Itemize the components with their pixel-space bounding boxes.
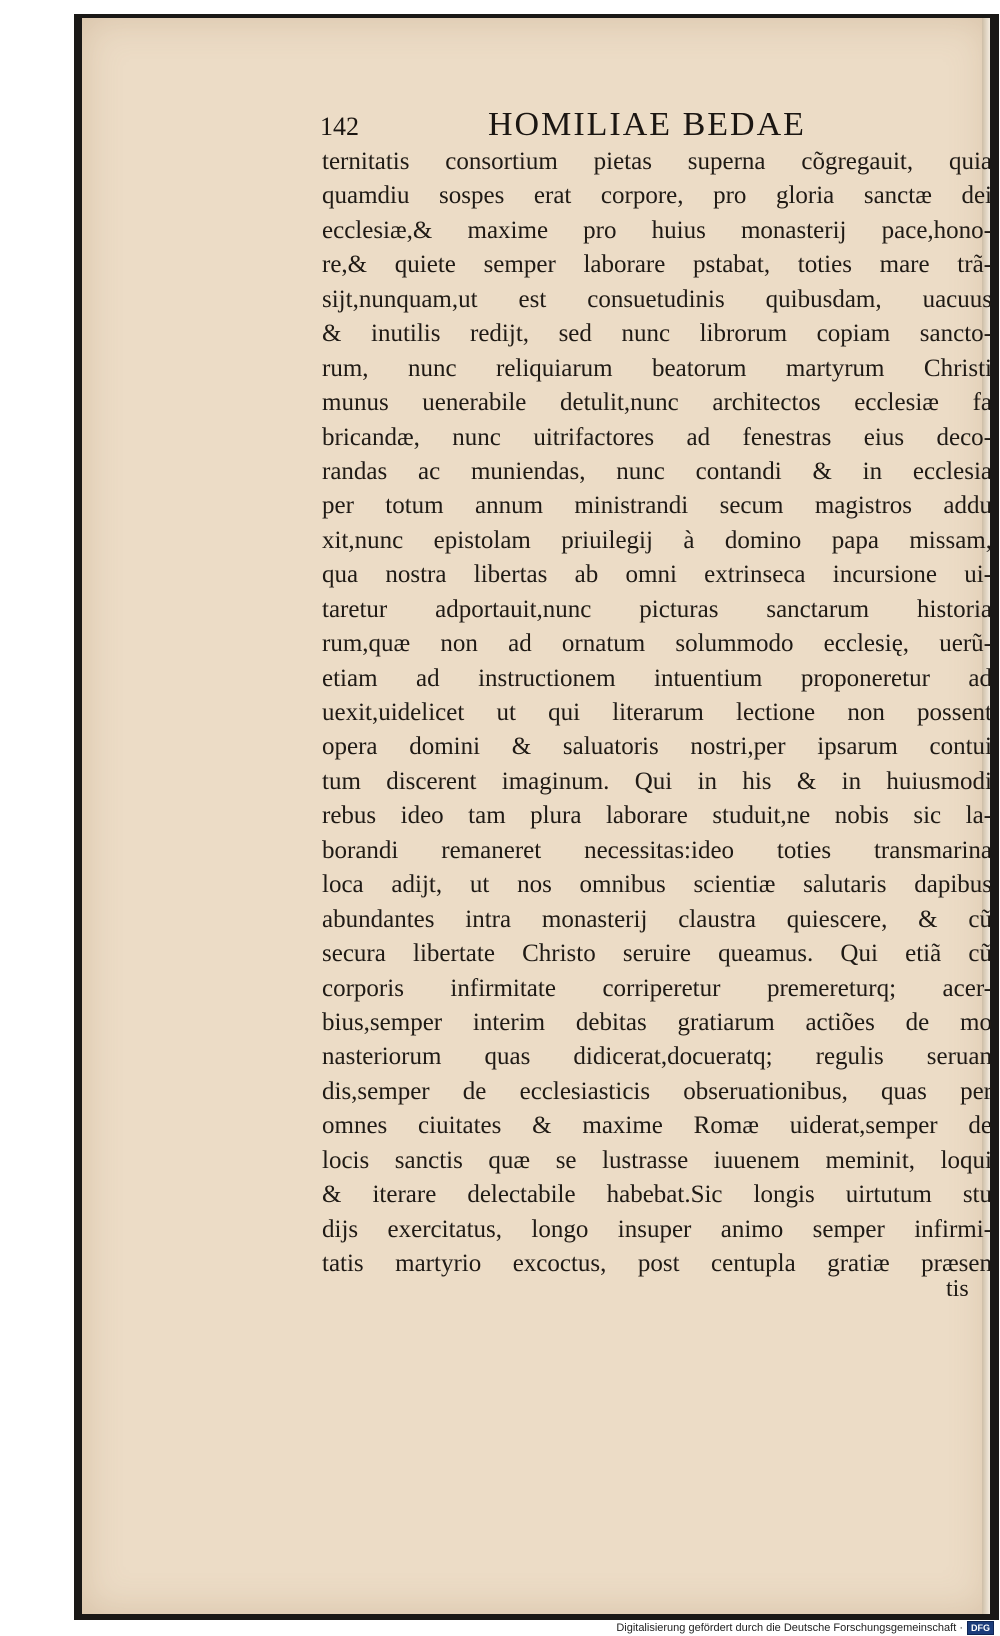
text-line: qua nostra libertas ab omni extrinseca incursione ui- [322, 561, 992, 589]
text-line: quamdiu sospes erat corpore, pro gloria sanctæ dei [322, 182, 992, 210]
text-line: ternitatis consortium pietas superna cõgregauit, quia [322, 148, 992, 175]
text-line: opera domini & saluatoris nostri,per ipsarum contui [322, 733, 992, 761]
text-line: loca adijt, ut nos omnibus scientiæ salutaris dapibus [322, 871, 992, 899]
dfg-logo: DFG [967, 1621, 994, 1635]
text-line: abundantes intra monasterij claustra quiescere, & cũ [322, 905, 992, 933]
page-number: 142 [320, 112, 359, 141]
text-line: tatis martyrio excoctus, post centupla gratiæ præsen [322, 1250, 992, 1277]
text-line: rum,quæ non ad ornatum solummodo ecclesię, uerũ- [322, 630, 992, 658]
text-line: dis,semper de ecclesiasticis obseruationibus, quas per [322, 1077, 992, 1105]
text-line: locis sanctis quæ se lustrasse iuuenem meminit, loqui [322, 1146, 992, 1174]
credit-text: Digitalisierung gefördert durch die Deutsche Forschungsgemeinschaft · [616, 1622, 963, 1634]
text-line: bius,semper interim debitas gratiarum actiões de mo [322, 1008, 992, 1036]
text-line: corporis infirmitate corriperetur premereturq; acer- [322, 974, 992, 1002]
running-head: HOMILIAE BEDAE [488, 106, 806, 143]
text-line: borandi remaneret necessitas:ideo toties transmarina [322, 836, 992, 864]
text-line: bricandæ, nunc uitrifactores ad fenestras eius deco- [322, 423, 992, 451]
text-line: secura libertate Christo seruire queamus. Qui etiã cũ [322, 940, 992, 968]
text-line: ecclesiæ,& maxime pro huius monasterij pace,hono- [322, 216, 992, 244]
digitization-credit [616, 1620, 994, 1636]
text-line: munus uenerabile detulit,nunc architectos ecclesiæ fa [322, 389, 992, 417]
catchword: tis [946, 1276, 969, 1302]
text-line: per totum annum ministrandi secum magistros addu [322, 492, 992, 520]
text-line: etiam ad instructionem intuentium proponeretur ad [322, 664, 992, 692]
text-line: randas ac muniendas, nunc contandi & in ecclesia [322, 457, 992, 485]
page-header [320, 106, 900, 146]
text-line: & iterare delectabile habebat.Sic longis uirtutum stu [322, 1181, 992, 1209]
text-line: uexit,uidelicet ut qui literarum lectione non possent [322, 699, 992, 726]
text-line: taretur adportauit,nunc picturas sanctarum historia [322, 595, 992, 623]
body-text [322, 145, 992, 1281]
text-line: sijt,nunquam,ut est consuetudinis quibusdam, uacuus [322, 285, 992, 313]
text-line: omnes ciuitates & maxime Romæ uiderat,semper de [322, 1112, 992, 1140]
text-line: nasteriorum quas didicerat,docueratq; regulis seruan [322, 1043, 992, 1071]
text-line: & inutilis redijt, sed nunc librorum copiam sancto- [322, 320, 992, 348]
text-line: dijs exercitatus, longo insuper animo semper infirmi- [322, 1215, 992, 1243]
text-line: rum, nunc reliquiarum beatorum martyrum Christi [322, 354, 992, 382]
text-line: rebus ideo tam plura laborare studuit,ne nobis sic la- [322, 802, 992, 830]
text-line: tum discerent imaginum. Qui in his & in huiusmodi [322, 767, 992, 795]
text-line: xit,nunc epistolam priuilegij à domino papa missam, [322, 526, 992, 554]
text-line: re,& quiete semper laborare pstabat, toties mare trã- [322, 251, 992, 279]
